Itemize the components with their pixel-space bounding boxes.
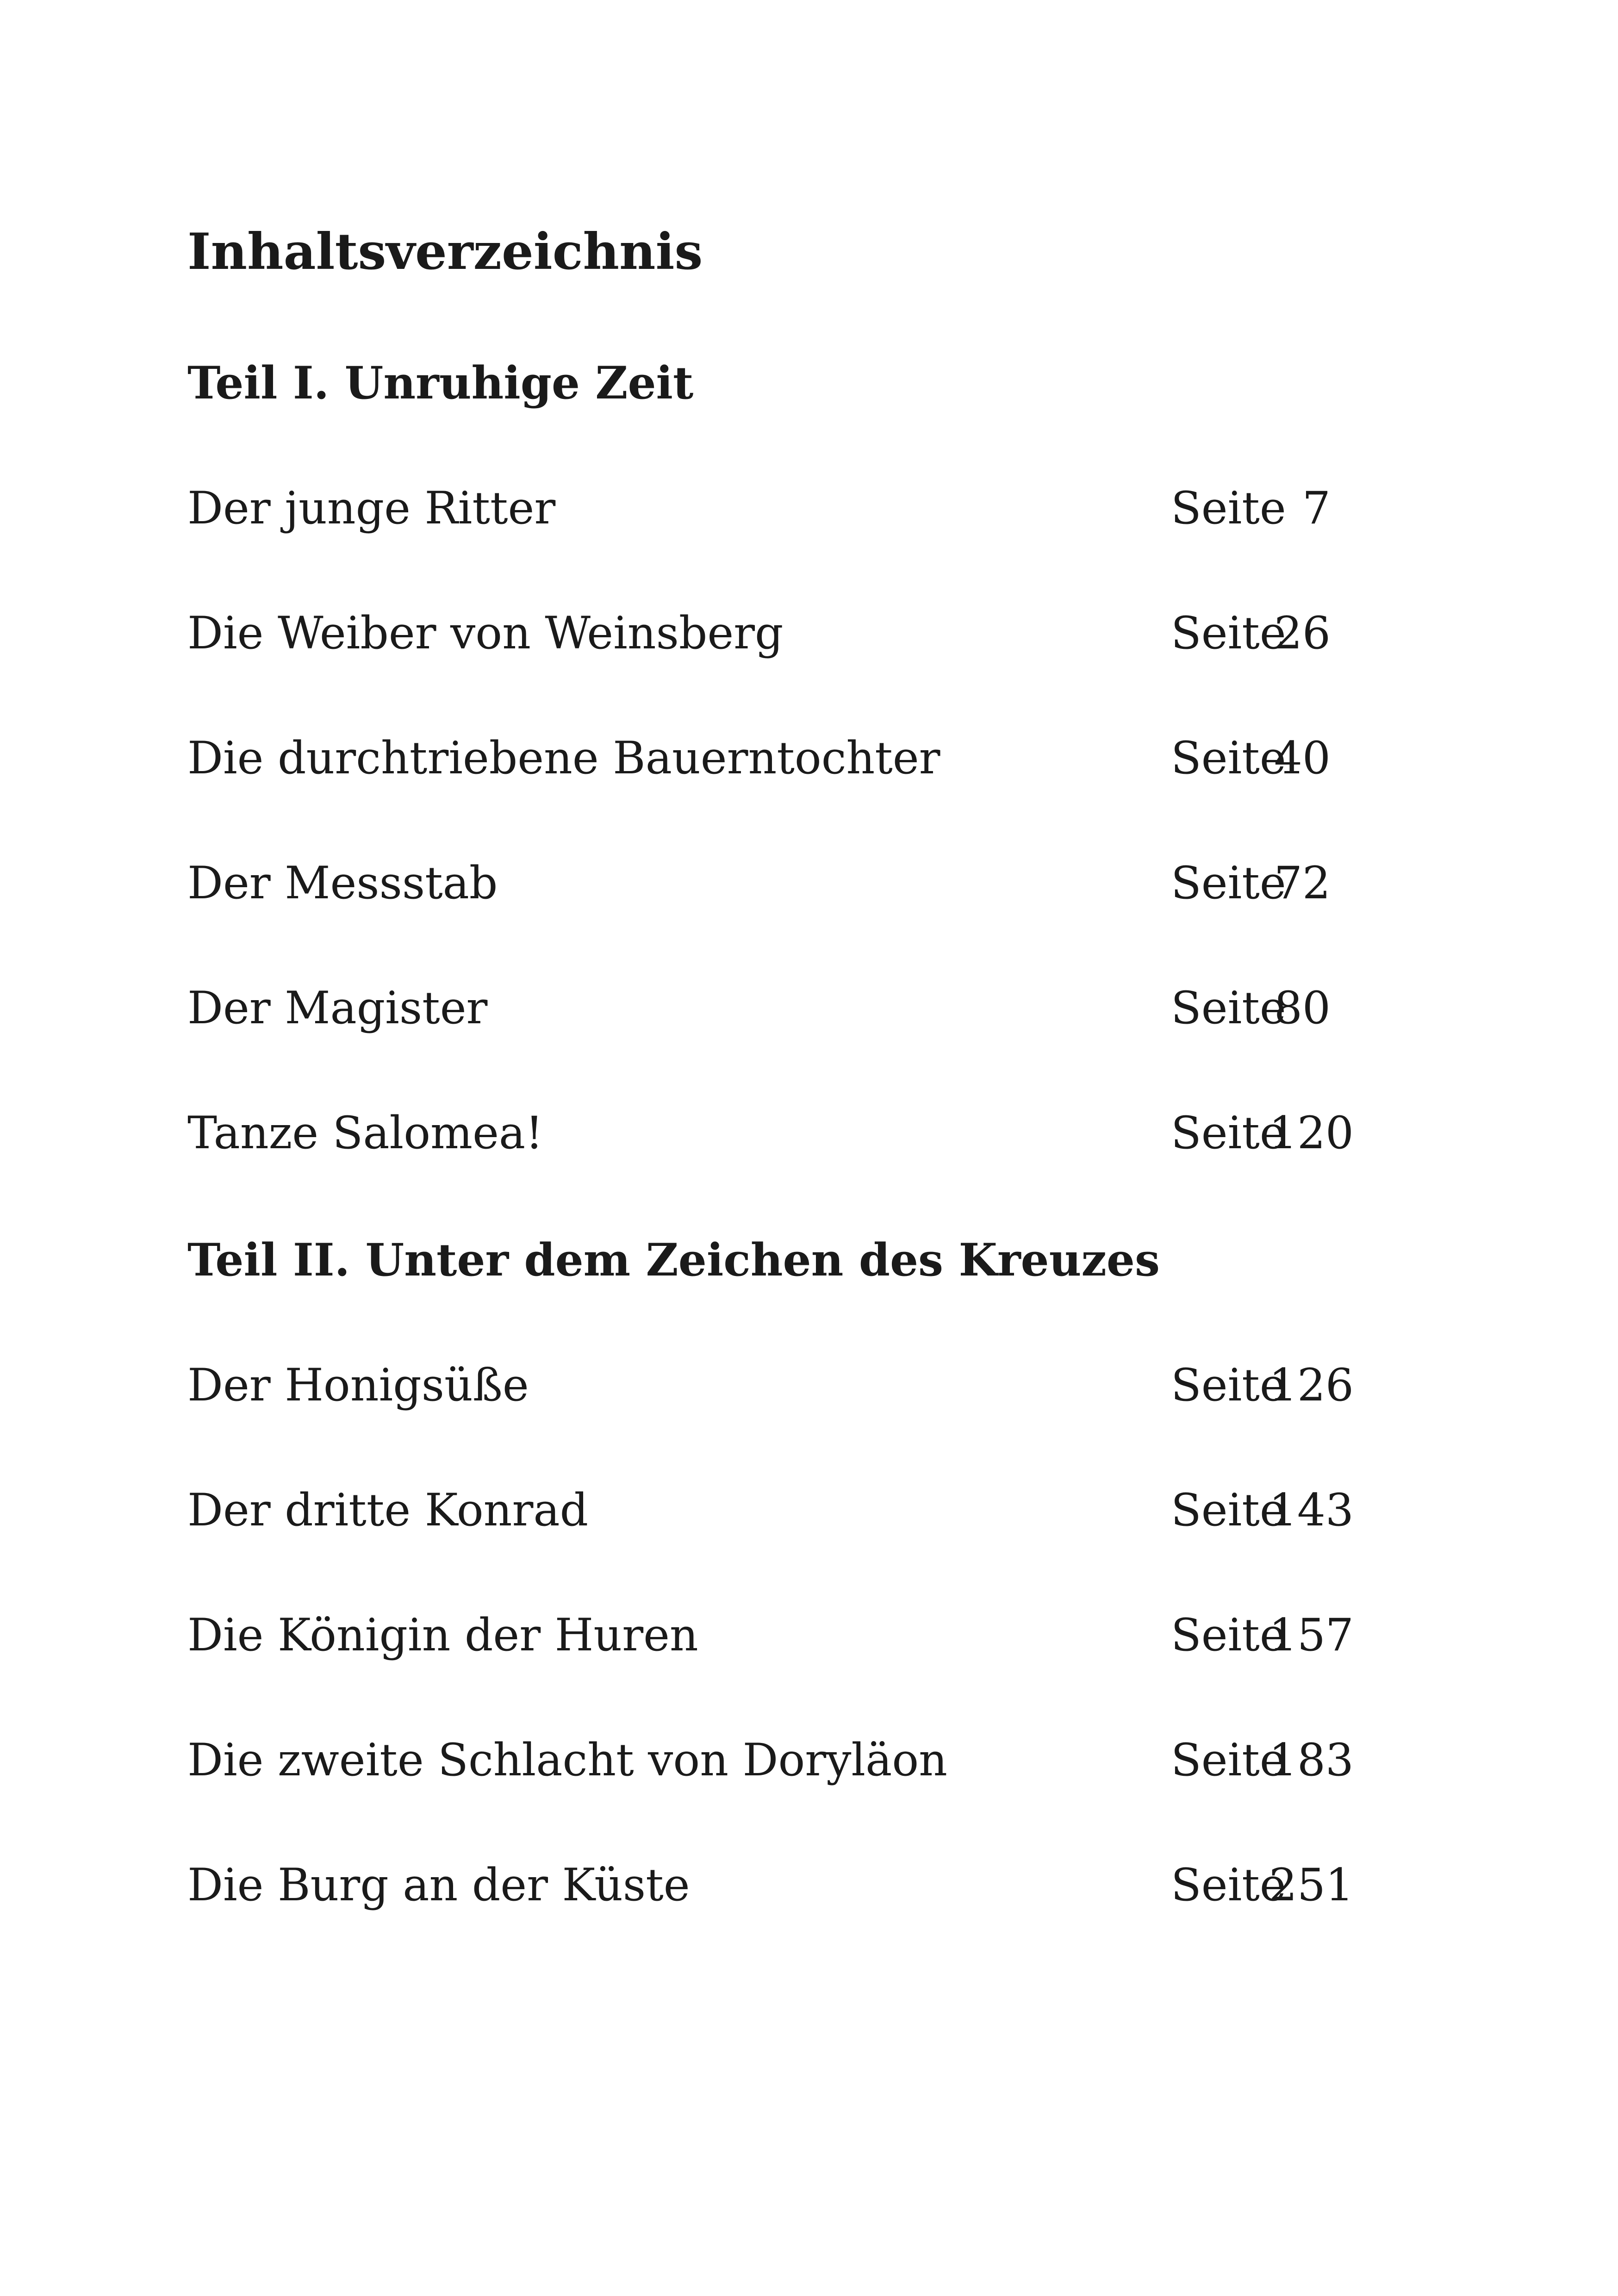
page-number: 183 — [1269, 1734, 1354, 1786]
toc-entry-title: Der Honigsüße — [187, 1359, 529, 1411]
page-number: 126 — [1269, 1359, 1354, 1411]
toc-entry-title: Die zweite Schlacht von Doryläon — [187, 1734, 947, 1786]
toc-entry — [187, 482, 1354, 541]
toc-entry-title: Die durchtriebene Bauerntochter — [187, 732, 940, 784]
page-number: 80 — [1274, 982, 1331, 1034]
toc-entry-title: Tanze Salomea! — [187, 1107, 543, 1159]
toc-entry — [187, 607, 1354, 666]
toc-entry — [187, 1734, 1354, 1793]
page-number: 251 — [1269, 1859, 1354, 1911]
page-number: 26 — [1274, 607, 1331, 659]
toc-entry — [187, 732, 1354, 791]
toc-entry-title: Der Magister — [187, 982, 488, 1034]
toc-entry — [187, 1359, 1354, 1419]
page-number: 120 — [1269, 1107, 1354, 1159]
toc-entry-title: Der dritte Konrad — [187, 1484, 589, 1536]
page-title: Inhaltsverzeichnis — [187, 223, 703, 281]
part-heading-1: Teil I. Unruhige Zeit — [187, 357, 694, 409]
toc-entry — [187, 982, 1354, 1041]
page-label: Seite — [1171, 1859, 1286, 1911]
page-label: Seite — [1171, 982, 1286, 1034]
toc-entry-title: Die Königin der Huren — [187, 1609, 698, 1661]
page-number: 143 — [1269, 1484, 1354, 1536]
page-label: Seite — [1171, 1484, 1286, 1536]
page-label: Seite — [1171, 1107, 1286, 1159]
toc-entry — [187, 1107, 1354, 1166]
page-number: 40 — [1274, 732, 1331, 784]
page-number: 72 — [1274, 857, 1331, 909]
page-label: Seite — [1171, 482, 1286, 534]
page-label: Seite — [1171, 1359, 1286, 1411]
toc-entry-title: Der Messstab — [187, 857, 498, 909]
page-label: Seite — [1171, 1734, 1286, 1786]
toc-entry — [187, 1484, 1354, 1543]
toc-entry-title: Der junge Ritter — [187, 482, 556, 534]
page-label: Seite — [1171, 1609, 1286, 1661]
part-heading-2: Teil II. Unter dem Zeichen des Kreuzes — [187, 1234, 1160, 1286]
toc-entry — [187, 857, 1354, 916]
toc-entry-title: Die Burg an der Küste — [187, 1859, 690, 1911]
toc-entry-title: Die Weiber von Weinsberg — [187, 607, 784, 659]
toc-entry — [187, 1859, 1354, 1918]
page-number: 7 — [1302, 482, 1331, 534]
page-label: Seite — [1171, 607, 1286, 659]
page-label: Seite — [1171, 732, 1286, 784]
page-number: 157 — [1269, 1609, 1354, 1661]
page-label: Seite — [1171, 857, 1286, 909]
toc-entry — [187, 1609, 1354, 1668]
